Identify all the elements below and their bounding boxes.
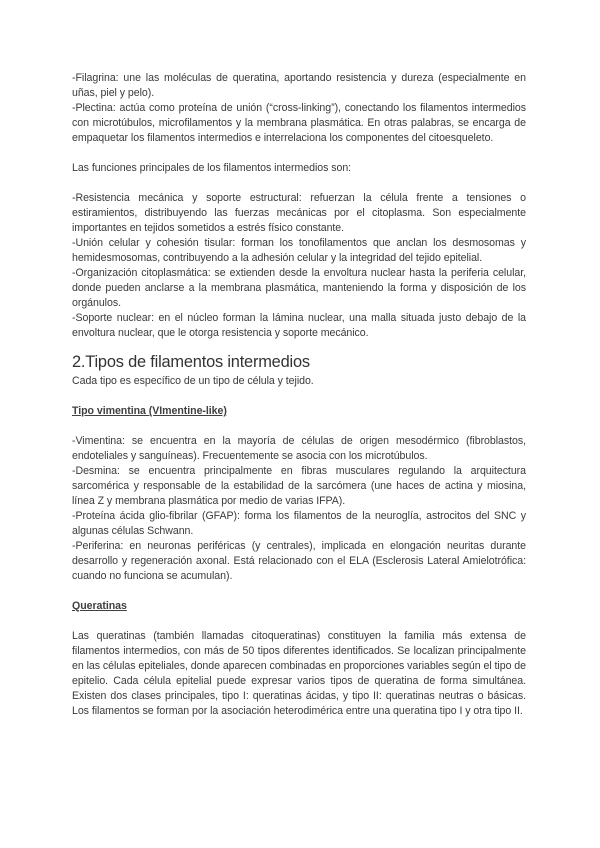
document-body [72,71,526,719]
keratins-paragraph: Las queratinas (también llamadas citoqueratinas) constituyen la familia más extensa de filamentos intermedios, con más de 50 tipos diferentes identificados. Se localizan principalmente en las células epiteliales, donde aparecen combinadas en proporciones variables según el tipo de epitelio. Cada célula epitelial puede expresar varios tipos de queratina de forma simultánea. Existen dos clases principales, tipo I: queratinas ácidas, y tipo II: queratinas neutras o básicas. Los filamentos se forman por la asociación heterodimérica entre una queratina tipo I y otra tipo II. [72,630,526,717]
function-item: -Resistencia mecánica y soporte estructural: refuerzan la célula frente a tensiones o estiramientos, distribuyendo las fuerzas mecánicas por el citoplasma. Son especialmente importantes en tejidos sometidos a estrés físico constante. [72,192,526,234]
keratins-heading: Queratinas [72,600,127,612]
functions-intro: Las funciones principales de los filamentos intermedios son: [72,162,352,174]
function-item: -Unión celular y cohesión tisular: forman los tonofilamentos que anclan los desmosomas y hemidesmosomas, contribuyendo a la adhesión celular y la integridad del tejido epitelial. [72,237,526,264]
vimentin-heading: Tipo vimentina (VImentine-like) [72,405,227,417]
vimentin-item: -Proteína ácida glio-fibrilar (GFAP): forma los filamentos de la neuroglía, astrocitos del SNC y algunas células Schwann. [72,510,526,537]
function-item: -Organización citoplasmática: se extienden desde la envoltura nuclear hasta la periferia celular, donde pueden anclarse a la membrana plasmática, manteniendo la forma y disposición de los orgánulos. [72,267,526,309]
vimentin-item: -Periferina: en neuronas periféricas (y centrales), implicada en elongación neuritas durante desarrollo y regeneración axonal. Está relacionado con el ELA (Esclerosis Lateral Amielotrófica: cuando no funciona se acumulan). [72,540,526,582]
section-subtitle: Cada tipo es específico de un tipo de célula y tejido. [72,375,314,387]
section-title: 2.Tipos de filamentos intermedios [72,353,310,371]
item-filagrina: -Filagrina: une las moléculas de queratina, aportando resistencia y dureza (especialmente en uñas, piel y pelo). [72,72,526,99]
vimentin-item: -Desmina: se encuentra principalmente en fibras musculares regulando la arquitectura sarcomérica y responsable de la estabilidad de la sarcómera (une haces de actina y miosina, línea Z y membrana plasmática por medio de varias IFPA). [72,465,526,507]
function-item: -Soporte nuclear: en el núcleo forman la lámina nuclear, una malla situada justo debajo de la envoltura nuclear, que le otorga resistencia y soporte mecánico. [72,312,526,339]
vimentin-item: -Vimentina: se encuentra en la mayoría de células de origen mesodérmico (fibroblastos, endoteliales y sanguíneas). Frecuentemente se asocia con los microtúbulos. [72,435,526,462]
item-plectina: -Plectina: actúa como proteína de unión (“cross-linking”), conectando los filamentos intermedios con microtúbulos, microfilamentos y la membrana plasmática. En otras palabras, se encarga de empaquetar los filamentos intermedios e interrelaciona los componentes del citoesqueleto. [72,102,526,144]
